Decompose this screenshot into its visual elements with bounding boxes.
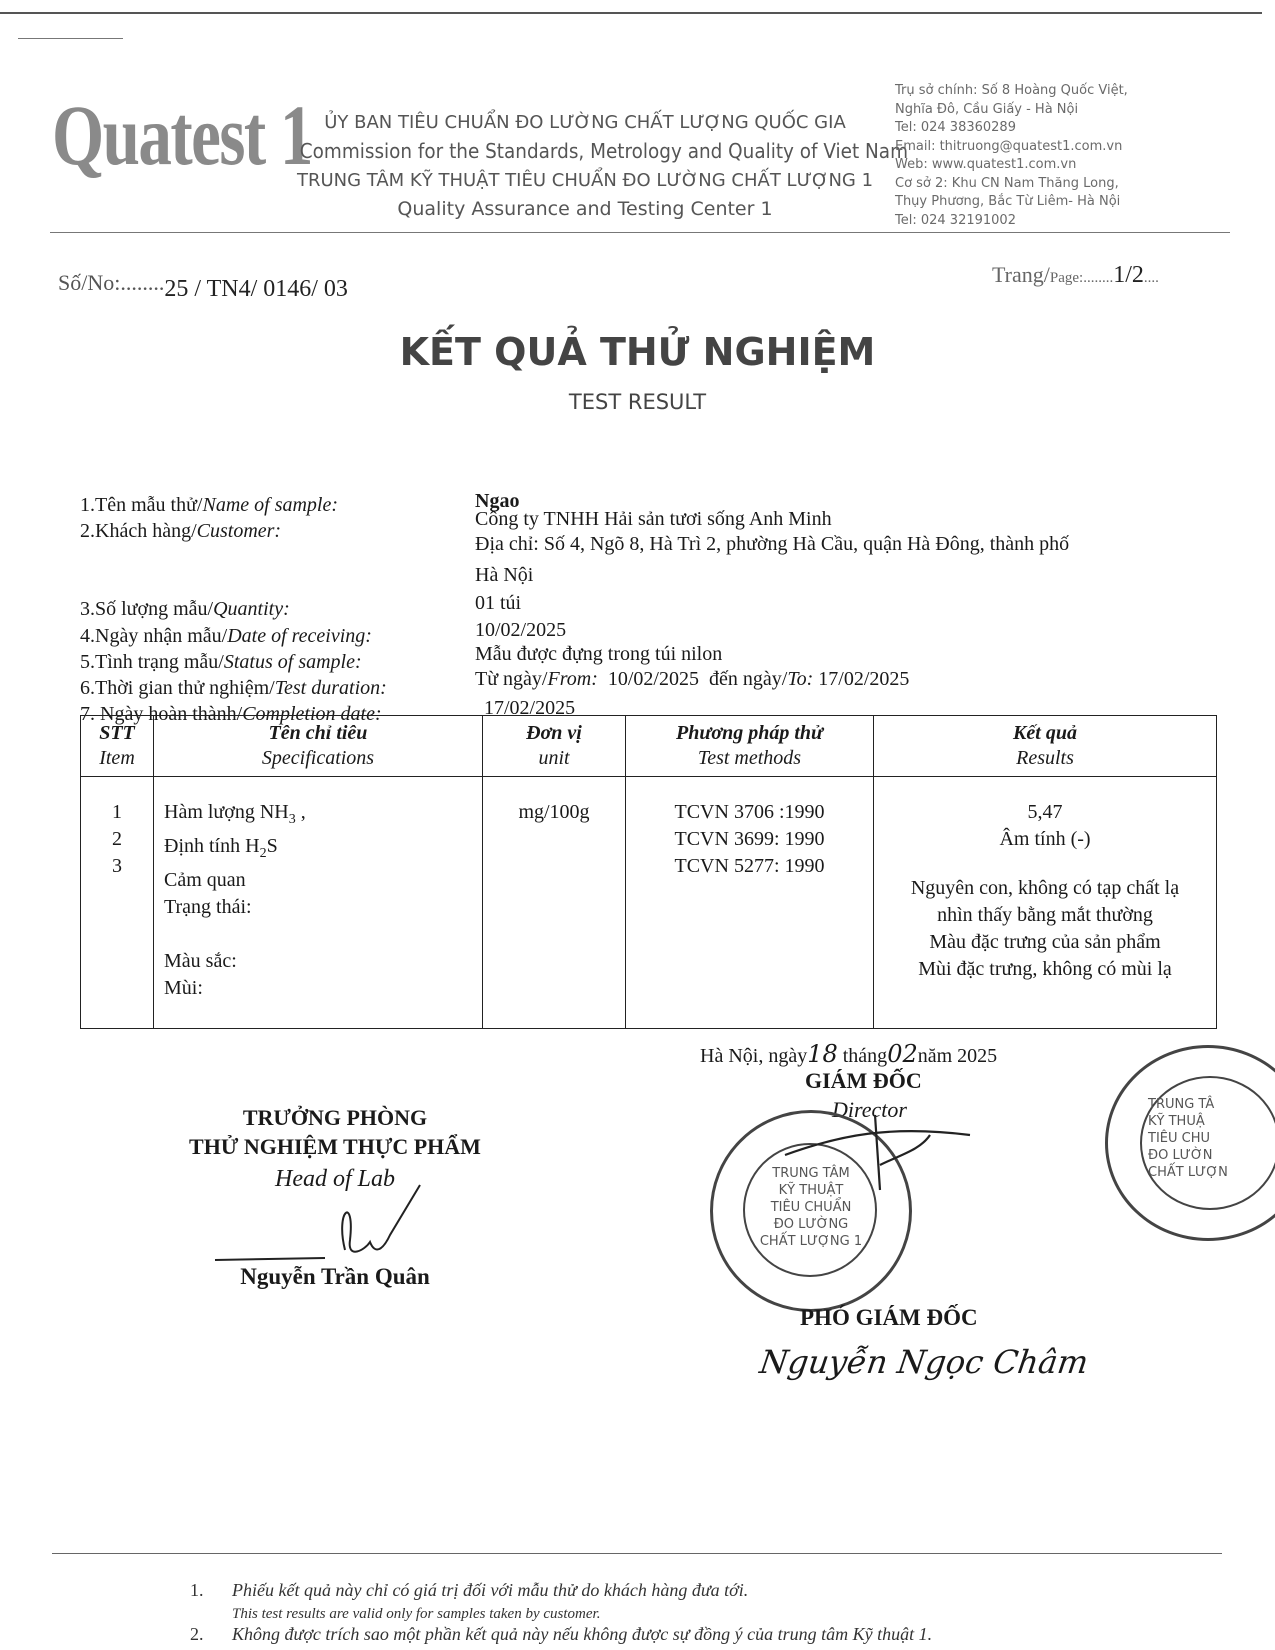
header-item: STT Item (81, 716, 154, 777)
field-receiving-date-value: 10/02/2025 (475, 619, 567, 641)
partial-stamp (1105, 1045, 1275, 1241)
contact-line: Trụ sở chính: Số 8 Hoàng Quốc Việt, (895, 83, 1128, 98)
cell-specifications: Hàm lượng $NH_3$ , Định tính $H_2S$ Cảm quan Trạng thái: Màu sắc: Mùi: (154, 777, 483, 1029)
header-unit: Đơn vị unit (483, 716, 626, 777)
page-value: 1/2 (1113, 262, 1144, 288)
footer-note-1-en: This test results are valid only for samples taken by customer. (232, 1606, 601, 1622)
contact-line: Nghĩa Đô, Cầu Giấy - Hà Nội (895, 101, 1079, 117)
director-signature (780, 1095, 980, 1205)
lab-head-title-2: THỬ NGHIỆM THỰC PHẨM (189, 1134, 481, 1159)
quatest-logo: Quatest 1 (52, 87, 312, 183)
center-vi: TRUNG TÂM KỸ THUẬT TIÊU CHUẨN ĐO LƯỜNG CHẤT LƯỢNG 1 (296, 170, 874, 191)
top-border (0, 12, 1262, 14)
field-test-duration-label: 6.Thời gian thử nghiệm/Test duration: (80, 677, 387, 699)
lab-head-title-en: Head of Lab (275, 1166, 395, 1192)
header-organization (275, 108, 909, 224)
field-status-value: Mẫu được đựng trong túi nilon (475, 643, 723, 665)
field-quantity-label: 3.Số lượng mẫu/Quantity: (80, 598, 290, 620)
field-quantity-value: 01 túi (475, 592, 522, 614)
center-en: Quality Assurance and Testing Center 1 (397, 198, 773, 220)
field-test-duration-value: Từ ngày/From: 10/02/2025 đến ngày/To: 17/02/2025 (475, 668, 910, 690)
cell-item: 1 2 3 (81, 777, 154, 1029)
cell-results: 5,47 Âm tính (-) Nguyên con, không có tạp chất lạ nhìn thấy bằng mắt thường Màu đặc trưng của sản phẩm Mùi đặc trưng, không có mùi lạ (874, 777, 1217, 1029)
top-mark (18, 38, 123, 39)
field-customer-label: 2.Khách hàng/Customer: (80, 520, 282, 542)
cell-test-methods: TCVN 3706 :1990 TCVN 3699: 1990 TCVN 5277: 1990 (626, 777, 874, 1029)
vice-director-title: PHÓ GIÁM ĐỐC (800, 1305, 978, 1330)
lab-head-name: Nguyễn Trần Quân (240, 1264, 430, 1289)
header-contact (895, 82, 1128, 230)
lab-head-signature (205, 1180, 435, 1270)
document-title: KẾT QUẢ THỬ NGHIỆM (399, 330, 876, 374)
document-subtitle: TEST RESULT (568, 390, 707, 414)
cell-unit: mg/100g (483, 777, 626, 1029)
results-table (80, 715, 1217, 1029)
vice-director-name: Nguyễn Ngọc Châm (757, 1343, 1091, 1381)
stamp-text: TRUNG TÂM KỸ THUẬT TIÊU CHUẨN ĐO LƯỜNG CHẤT LƯỢNG 1 (759, 1166, 863, 1249)
document-number-value: 25 / TN4/ 0146/ 03 (164, 276, 348, 302)
table-header-row (81, 716, 1217, 777)
contact-line: Tel: 024 38360289 (895, 120, 1016, 135)
partial-stamp-text: TRUNG TÂ KỸ THUẬ TIÊU CHU ĐO LƯỜN CHẤT LƯỢN (1148, 1097, 1228, 1180)
customer-address-line-1: Địa chỉ: Số 4, Ngõ 8, Hà Trì 2, phường Hà Cầu, quận Hà Đông, thành phố (475, 533, 1070, 555)
lab-head-title-1: TRƯỞNG PHÒNG (242, 1105, 428, 1130)
field-status-label: 5.Tình trạng mẫu/Status of sample: (80, 651, 362, 673)
contact-line: Email: thitruong@quatest1.com.vn (895, 138, 1123, 154)
customer-address-line-2: Hà Nội (475, 564, 534, 586)
header-test-methods: Phương pháp thử Test methods (626, 716, 874, 777)
header-rule (50, 232, 1230, 233)
field-receiving-date-label: 4.Ngày nhận mẫu/Date of receiving: (80, 625, 372, 647)
footer-note-2: 2. Không được trích sao một phần kết quả này nếu không được sự đồng ý của trung tâm Kỹ thuật 1. (190, 1624, 933, 1644)
director-title-en: Director (832, 1097, 907, 1122)
field-completion-date-value: 17/02/2025 (484, 697, 576, 719)
footer-rule (52, 1553, 1222, 1554)
place-and-date: Hà Nội, ngày18 tháng02năm 2025 (700, 1040, 998, 1068)
field-customer-value: Công ty TNHH Hải sản tươi sống Anh Minh (475, 508, 832, 530)
field-completion-date-label: 7. Ngày hoàn thành/Completion date: (80, 703, 382, 725)
footer-note-1: 1. Phiếu kết quả này chỉ có giá trị đối với mẫu thử do khách hàng đưa tới. (190, 1580, 749, 1600)
director-title: GIÁM ĐỐC (805, 1068, 922, 1093)
contact-line: Tel: 024 32191002 (895, 212, 1016, 228)
field-sample-name-value: Ngao (475, 490, 520, 512)
page-label-en: Page:........ (1049, 270, 1114, 286)
field-sample-name-label: 1.Tên mẫu thử/Name of sample: (80, 494, 339, 516)
contact-line: Web: www.quatest1.com.vn (895, 157, 1077, 172)
document-number-label: Số/No:........ (58, 270, 165, 295)
page-number (992, 262, 1159, 289)
page-label: Trang/ (992, 262, 1050, 287)
contact-line: Cơ sở 2: Khu CN Nam Thăng Long, (895, 175, 1119, 191)
page-dots: .... (1143, 270, 1159, 286)
header-results: Kết quả Results (874, 716, 1217, 777)
org-vi: ỦY BAN TIÊU CHUẨN ĐO LƯỜNG CHẤT LƯỢNG QUỐC GIA (324, 112, 846, 133)
document-number (58, 270, 348, 302)
table-row (81, 777, 1217, 1029)
header-specifications: Tên chỉ tiêu Specifications (154, 716, 483, 777)
contact-line: Thụy Phương, Bắc Từ Liêm- Hà Nội (895, 194, 1121, 209)
org-en: Commission for the Standards, Metrology and Quality of Viet Nam (299, 139, 909, 163)
